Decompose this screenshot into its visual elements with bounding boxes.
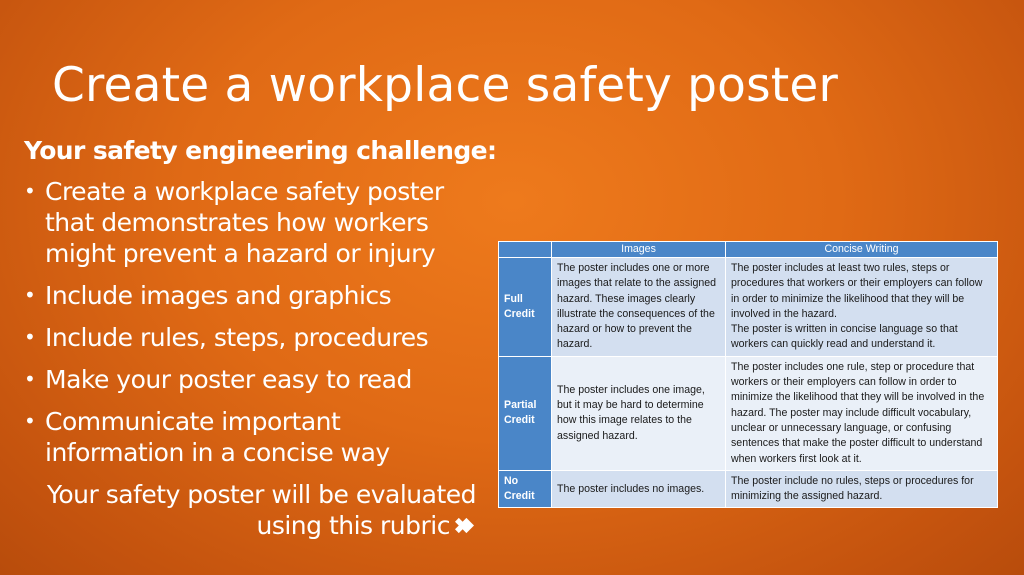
bullet-item bbox=[24, 364, 484, 395]
bullet-dot-icon: • bbox=[24, 367, 36, 391]
bullet-text: Include images and graphics bbox=[45, 281, 392, 310]
rubric-header-empty bbox=[499, 242, 552, 258]
rubric-header-images: Images bbox=[552, 242, 726, 258]
bullet-item bbox=[24, 322, 484, 353]
rubric-header-row bbox=[499, 242, 998, 258]
full-writing-text-2: The poster is written in concise language so that workers can quickly read and understand it. bbox=[731, 323, 958, 351]
bullet-item bbox=[24, 406, 484, 468]
bullet-dot-icon: • bbox=[24, 409, 36, 433]
bullet-dot-icon: • bbox=[24, 179, 36, 203]
evaluation-line-2-text: using this rubric bbox=[256, 511, 450, 540]
bullet-dot-icon: • bbox=[24, 325, 36, 349]
rubric-table bbox=[498, 241, 998, 508]
bullet-text: Make your poster easy to read bbox=[45, 365, 412, 394]
rubric-header-writing: Concise Writing bbox=[726, 242, 998, 258]
none-images-cell: The poster includes no images. bbox=[552, 470, 726, 508]
partial-writing-cell: The poster includes one rule, step or procedure that workers or their employers can follow in order to minimize the likelihood that they will be involved in the hazard. The poster may include difficult vocabulary, unclear or unnecessary language, or confusing sentences that make the poster difficult to understand when workers first look at it. bbox=[726, 356, 998, 470]
rubric-row-none bbox=[499, 470, 998, 508]
evaluation-line-2 bbox=[40, 510, 476, 541]
arrow-right-icon bbox=[454, 516, 476, 536]
slide-title: Create a workplace safety poster bbox=[52, 58, 839, 113]
evaluation-note bbox=[40, 479, 476, 541]
bullet-list bbox=[24, 176, 484, 479]
full-writing-cell bbox=[726, 258, 998, 357]
full-writing-text-1: The poster includes at least two rules, steps or procedures that workers or their employers can follow in order to minimize the likelihood that they will be involved in the hazard. bbox=[731, 262, 983, 320]
partial-images-cell: The poster includes one image, but it may be hard to determine how this image relates to the assigned hazard. bbox=[552, 356, 726, 470]
rubric-row-full bbox=[499, 258, 998, 357]
bullet-dot-icon: • bbox=[24, 283, 36, 307]
evaluation-line-1: Your safety poster will be evaluated bbox=[46, 480, 476, 509]
full-images-cell: The poster includes one or more images that relate to the assigned hazard. These images clearly illustrate the consequences of the hazard or how to prevent the hazard. bbox=[552, 258, 726, 357]
bullet-text: Create a workplace safety poster that demonstrates how workers might prevent a hazard or injury bbox=[45, 177, 444, 268]
row-label-none: No Credit bbox=[499, 470, 552, 508]
bullet-text: Include rules, steps, procedures bbox=[45, 323, 429, 352]
row-label-full: Full Credit bbox=[499, 258, 552, 357]
none-writing-cell: The poster include no rules, steps or procedures for minimizing the assigned hazard. bbox=[726, 470, 998, 508]
bullet-text: Communicate important information in a concise way bbox=[45, 407, 390, 467]
bullet-item bbox=[24, 280, 484, 311]
challenge-heading: Your safety engineering challenge: bbox=[24, 136, 497, 165]
row-label-partial: Partial Credit bbox=[499, 356, 552, 470]
rubric-row-partial bbox=[499, 356, 998, 470]
bullet-item bbox=[24, 176, 484, 269]
